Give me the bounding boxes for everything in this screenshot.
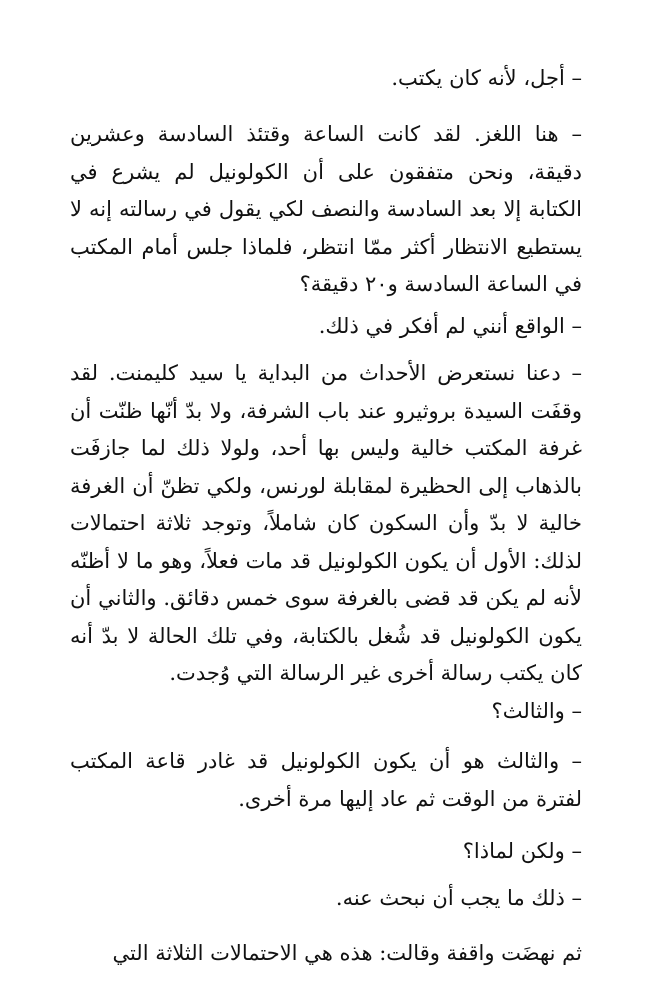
paragraph: – الواقع أنني لم أفكر في ذلك. — [318, 314, 582, 338]
paragraph: – ذلك ما يجب أن نبحث عنه. — [335, 886, 582, 910]
paragraph: – أجل، لأنه كان يكتب. — [391, 66, 582, 90]
paragraph: – والثالث هو أن يكون الكولونيل قد غادر قاعة المكتب لفترة من الوقت ثم عاد إليها مرة أخرى. — [70, 749, 582, 811]
paragraph: ثم نهضَت واقفة وقالت: هذه هي الاحتمالات الثلاثة التي — [112, 941, 582, 965]
paragraph: – هنا اللغز. لقد كانت الساعة وقتئذ السادسة وعشرين دقيقة، ونحن متفقون على أن الكولونيل لم يشرع في الكتابة إلا بعد السادسة والنصف لكي يقول في رسالته إنه لا يستطيع الانتظار أكثر ممّا انتظر، فلماذا جلس أمام المكتب في الساعة السادسة و٢٠ دقيقة؟ — [70, 122, 582, 296]
paragraph: – ولكن لماذا؟ — [462, 839, 582, 863]
paragraph: – والثالث؟ — [491, 699, 582, 723]
paragraph: – دعنا نستعرض الأحداث من البداية يا سيد كليمنت. لقد وقفَت السيدة بروثيرو عند باب الشرفة، ولا بدّ أنّها ظنّت أن غرفة المكتب خالية وليس بها أحد، ولولا ذلك لما جازفَت بالذهاب إلى الحظيرة لمقابلة لورنس، ولكي تظنّ أن الغرفة خالية لا بدّ وأن السكون كان شاملاً، وتوجد ثلاثة احتمالات لذلك: الأول أن يكون الكولونيل قد مات فعلاً، وهو ما لا أظنّه لأنه لم يكن قد قضى بالغرفة سوى خمس دقائق. والثاني أن يكون الكولونيل قد شُغل بالكتابة، وفي تلك الحالة لا بدّ أنه كان يكتب رسالة أخرى غير الرسالة التي وُجدت. — [70, 361, 582, 685]
